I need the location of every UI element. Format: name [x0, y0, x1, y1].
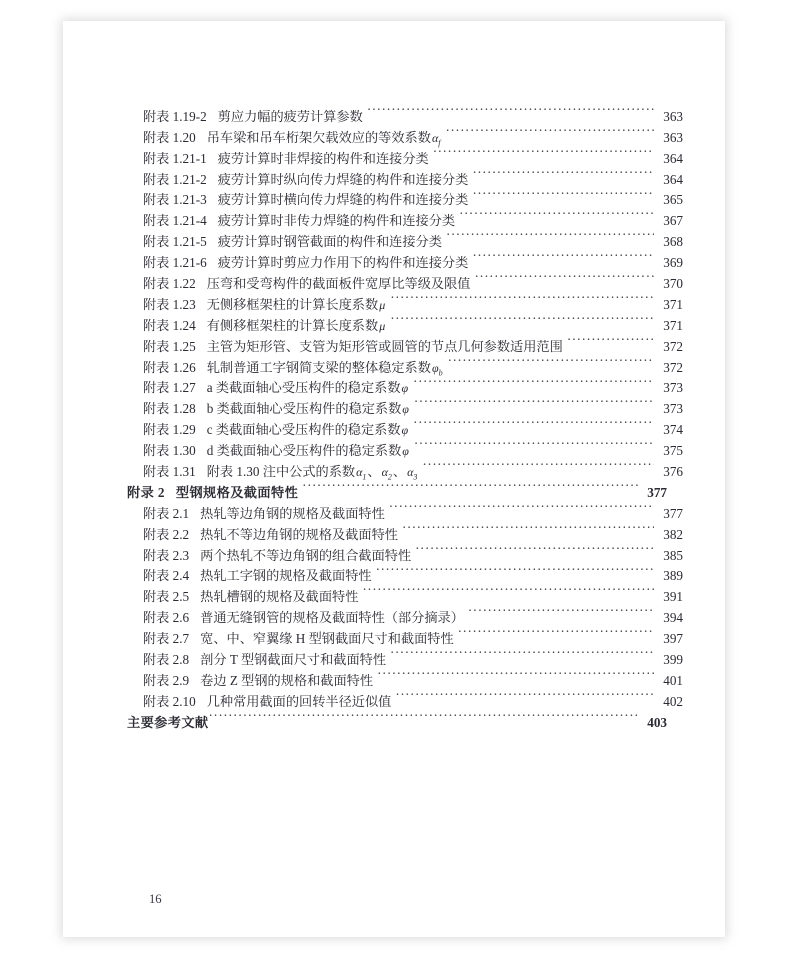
toc-entry-title: 型钢规格及截面特性 — [175, 484, 299, 500]
toc-entry-page-number: 389 — [663, 568, 683, 584]
toc-dot-leader — [472, 163, 654, 184]
toc-dot-leader — [389, 497, 654, 518]
toc-dot-leader — [468, 601, 654, 622]
toc-dot-leader — [390, 309, 654, 330]
toc-entry-number: 附表 1.21-3 — [143, 192, 207, 208]
toc-entry-title: 普通无缝钢管的规格及截面特性（部分摘录） — [200, 610, 464, 626]
toc-entry-number: 附表 1.29 — [143, 422, 196, 438]
toc-entry-page-number: 403 — [647, 714, 667, 730]
toc-dot-leader — [209, 706, 638, 727]
toc-entry-page-number: 382 — [663, 526, 683, 542]
toc-entry-page-number: 369 — [663, 255, 683, 271]
toc-entry-number: 附录 2 — [127, 484, 165, 500]
toc-entry-number: 附表 1.25 — [143, 338, 196, 354]
toc-entry-title: 热轧工字钢的规格及截面特性 — [200, 568, 372, 584]
page-folio-number: 16 — [149, 892, 162, 906]
toc-dot-leader — [446, 225, 654, 246]
toc-entry-number: 附表 1.21-1 — [143, 150, 207, 166]
toc-entry-number: 附表 2.2 — [143, 526, 190, 542]
toc-dot-leader — [458, 622, 654, 643]
toc-entry-number: 附表 2.4 — [143, 568, 190, 584]
toc-entry-title: 轧制普通工字钢简支梁的整体稳定系数 — [206, 359, 431, 375]
toc-entry-title: b 类截面轴心受压构件的稳定系数 — [206, 401, 402, 417]
toc-dot-leader — [567, 330, 654, 351]
toc-entry-number: 附表 2.3 — [143, 547, 190, 563]
toc-dot-leader — [433, 142, 654, 163]
toc-entry[interactable] — [127, 121, 683, 148]
toc-dot-leader — [367, 100, 654, 121]
toc-entry-number: 附表 2.10 — [143, 693, 196, 709]
toc-entry-page-number: 372 — [663, 359, 683, 375]
toc-entry-title: 疲劳计算时非焊接的构件和连接分类 — [217, 150, 429, 166]
toc-entry-number: 附表 2.6 — [143, 610, 190, 626]
toc-entry-title: 压弯和受弯构件的截面板件宽厚比等级及限值 — [206, 276, 471, 292]
toc-entry-title: 剖分 T 型钢截面尺寸和截面特性 — [200, 652, 387, 668]
toc-entry[interactable] — [127, 706, 667, 730]
toc-entry[interactable] — [127, 100, 683, 124]
toc-entry-number: 附表 1.26 — [143, 359, 196, 375]
toc-entry-number: 附表 1.23 — [143, 296, 196, 312]
toc-dot-leader — [302, 476, 638, 497]
toc-entry-page-number: 374 — [663, 422, 683, 438]
toc-entry-title: 两个热轧不等边角钢的组合截面特性 — [200, 547, 412, 563]
toc-entry-page-number: 363 — [663, 129, 683, 145]
toc-entry-symbol: φ — [401, 381, 409, 396]
toc-entry-number: 附表 2.1 — [143, 505, 190, 521]
toc-entry-number: 附表 2.5 — [143, 589, 190, 605]
toc-entry-title: 热轧不等边角钢的规格及截面特性 — [200, 526, 398, 542]
toc-dot-leader — [413, 413, 654, 434]
toc-entry-number: 附表 2.9 — [143, 672, 190, 688]
toc-entry-page-number: 385 — [663, 547, 683, 563]
toc-entry-title: 疲劳计算时钢管截面的构件和连接分类 — [217, 234, 442, 250]
toc-entry-symbol: $\alpha_f$ — [431, 130, 441, 148]
toc-entry-page-number: 365 — [663, 192, 683, 208]
toc-entry-number: 附表 1.30 — [143, 443, 196, 459]
toc-entry-title: 附表 1.30 注中公式的系数 — [206, 464, 356, 480]
toc-entry-symbol: $\varphi_b$ — [431, 360, 443, 377]
toc-entry-number: 附表 1.21-5 — [143, 234, 207, 250]
toc-entry-page-number: 399 — [663, 652, 683, 668]
toc-entry-title: d 类截面轴心受压构件的稳定系数 — [206, 443, 402, 459]
toc-entry-page-number: 364 — [663, 150, 683, 166]
toc-dot-leader — [472, 246, 654, 267]
toc-entry-page-number: 394 — [663, 610, 683, 626]
toc-entry-page-number: 367 — [663, 213, 683, 229]
toc-dot-leader — [415, 539, 654, 560]
toc-entry-title: 热轧槽钢的规格及截面特性 — [200, 589, 359, 605]
toc-entry-page-number: 402 — [663, 693, 683, 709]
toc-dot-leader — [376, 560, 654, 581]
toc-dot-leader — [377, 664, 654, 685]
toc-entry-title: 卷边 Z 型钢的规格和截面特性 — [200, 672, 374, 688]
toc-entry-page-number: 363 — [663, 108, 683, 124]
toc-entry-number: 附表 1.19-2 — [143, 108, 207, 124]
toc-entry-number: 附表 1.28 — [143, 401, 196, 417]
toc-entry-page-number: 397 — [663, 631, 683, 647]
toc-entry-symbol: μ — [379, 297, 386, 312]
toc-entry-title: 主管为矩形管、支管为矩形管或圆管的节点几何参数适用范围 — [206, 338, 563, 354]
toc-entry-title: 疲劳计算时剪应力作用下的构件和连接分类 — [217, 255, 469, 271]
toc-entry-title: 疲劳计算时纵向传力焊缝的构件和连接分类 — [217, 171, 469, 187]
toc-entry-page-number: 368 — [663, 234, 683, 250]
toc-entry-symbol: $\alpha_1$、$\alpha_2$、$\alpha_3$ — [356, 464, 418, 482]
toc-dot-leader — [390, 288, 654, 309]
toc-dot-leader — [390, 643, 654, 664]
toc-dot-leader — [402, 518, 654, 539]
toc-dot-leader — [459, 204, 654, 225]
toc-entry-number: 附表 1.20 — [143, 129, 196, 145]
toc-entry-symbol: φ — [402, 402, 409, 417]
toc-entry-page-number: 370 — [663, 276, 683, 292]
toc-entry-number: 主要参考文献 — [127, 714, 209, 730]
toc-dot-leader — [413, 372, 654, 393]
toc-entry-number: 附表 1.24 — [143, 317, 196, 333]
toc-entry-title: 无侧移框架柱的计算长度系数 — [206, 296, 379, 312]
toc-entry-page-number: 377 — [647, 484, 667, 500]
toc-entry-page-number: 371 — [663, 317, 683, 333]
toc-dot-leader — [448, 351, 654, 372]
toc-entry-page-number: 373 — [663, 380, 683, 396]
toc-entry-title: 宽、中、窄翼缘 H 型钢截面尺寸和截面特性 — [200, 631, 454, 647]
toc-dot-leader — [445, 121, 654, 142]
toc-dot-leader — [414, 434, 654, 455]
toc-entry-page-number: 376 — [663, 464, 683, 480]
toc-entry-title: 热轧等边角钢的规格及截面特性 — [200, 505, 385, 521]
toc-entry-page-number: 375 — [663, 443, 683, 459]
toc-entry-title: 疲劳计算时横向传力焊缝的构件和连接分类 — [217, 192, 469, 208]
toc-entry-page-number: 377 — [663, 505, 683, 521]
toc-entry-number: 附表 1.21-6 — [143, 255, 207, 271]
table-of-contents-list — [127, 100, 683, 730]
toc-dot-leader — [422, 455, 654, 476]
toc-entry-page-number: 371 — [663, 296, 683, 312]
toc-entry-number: 附表 1.31 — [143, 464, 196, 480]
toc-entry-title: 疲劳计算时非传力焊缝的构件和连接分类 — [217, 213, 456, 229]
toc-dot-leader — [362, 580, 654, 601]
toc-entry-title: 有侧移框架柱的计算长度系数 — [206, 317, 379, 333]
toc-entry-page-number: 372 — [663, 338, 683, 354]
toc-entry-number: 附表 2.7 — [143, 631, 190, 647]
toc-dot-leader — [472, 184, 654, 205]
toc-entry-title: 剪应力幅的疲劳计算参数 — [217, 108, 363, 124]
toc-entry-number: 附表 1.21-2 — [143, 171, 207, 187]
toc-entry-number: 附表 1.21-4 — [143, 213, 207, 229]
book-page — [63, 21, 723, 935]
toc-dot-leader — [395, 685, 654, 706]
toc-entry-symbol: φ — [401, 423, 409, 438]
toc-entry-title: 吊车梁和吊车桁架欠载效应的等效系数 — [206, 129, 431, 145]
toc-entry-title: 几种常用截面的回转半径近似值 — [206, 693, 392, 709]
toc-entry-symbol: φ — [402, 444, 409, 459]
toc-entry-page-number: 391 — [663, 589, 683, 605]
toc-entry-title: a 类截面轴心受压构件的稳定系数 — [206, 380, 401, 396]
toc-entry-number: 附表 2.8 — [143, 652, 190, 668]
toc-entry-page-number: 373 — [663, 401, 683, 417]
toc-entry-page-number: 364 — [663, 171, 683, 187]
toc-entry-number: 附表 1.27 — [143, 380, 196, 396]
toc-dot-leader — [414, 392, 654, 413]
toc-dot-leader — [475, 267, 655, 288]
toc-entry-number: 附表 1.22 — [143, 276, 196, 292]
toc-entry-page-number: 401 — [663, 672, 683, 688]
toc-entry-symbol: μ — [379, 318, 386, 333]
toc-entry-title: c 类截面轴心受压构件的稳定系数 — [206, 422, 401, 438]
